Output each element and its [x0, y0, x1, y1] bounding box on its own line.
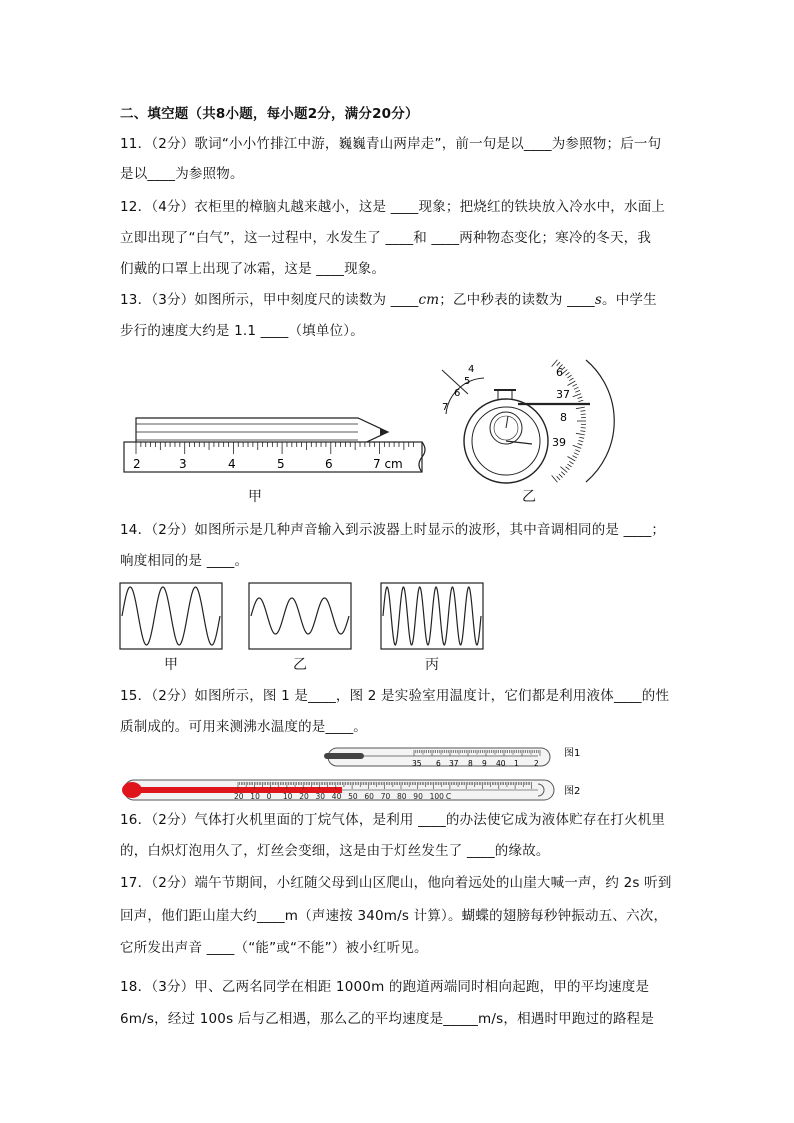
fig2-tick: 10 [282, 792, 293, 801]
q14-line1: 14．（2分）如图所示是几种声音输入到示波器上时显示的波形，其中音调相同的是 ____； [120, 522, 666, 538]
dial-tick [566, 467, 570, 470]
fig2-tick: 30 [315, 792, 326, 801]
ruler-tick-label: 6 [325, 457, 333, 471]
stopwatch-label: 4 [468, 364, 475, 375]
stopwatch-label: 5 [464, 376, 471, 387]
dial-tick [573, 394, 581, 397]
q14-line2: 响度相同的是 ____。 [120, 553, 249, 569]
dial-tick [579, 437, 584, 438]
stopwatch-label: 39 [552, 436, 566, 449]
q15-line1: 15．（2分）如图所示，图 1 是____，图 2 是实验室用温度计，它们都是利用液体____的性 [120, 688, 670, 704]
ruler-tick-label: 7 cm [373, 457, 403, 471]
q11-line1: 11．（2分）歌词“小小竹排江中游，巍巍青山两岸走”，前一句是以____为参照物；后一句 [120, 136, 662, 152]
q15-line2: 质制成的。可用来测沸水温度的是____。 [120, 719, 367, 735]
ruler-tick-label: 4 [228, 457, 236, 471]
dial-tick [567, 464, 571, 467]
dial-tick [578, 444, 583, 446]
wave-caption-jia: 甲 [164, 657, 178, 673]
stopwatch-label: 6 [556, 366, 563, 379]
fig-caption-jia: 甲 [248, 489, 262, 505]
ruler-tick-label: 5 [277, 457, 285, 471]
q17-line3: 它所发出声音 ____（“能”或“不能”）被小红听见。 [120, 940, 428, 956]
dial-tick [569, 461, 573, 464]
dial-tick [580, 411, 585, 412]
dial-tick [573, 384, 577, 386]
q16-line2: 的，白炽灯泡用久了，灯丝会变细，这是由于灯丝发生了 ____的缘故。 [120, 843, 550, 859]
fig2-tick: 40 [331, 792, 342, 801]
wave-caption-bing: 丙 [425, 657, 439, 673]
q11-line2: 是以____为参照物。 [120, 166, 244, 182]
fig2-tick: 70 [380, 792, 391, 801]
fig2-tick: 20 [234, 792, 244, 801]
stopwatch-label: 8 [560, 411, 567, 424]
dial-tick [573, 456, 577, 458]
fig2-tick: 90 [413, 792, 423, 801]
q13-line1: 13．（3分）如图所示，甲中刻度尺的读数为 ____cm；乙中秒表的读数为 ____s。中学生 [120, 292, 657, 308]
fig1-tick: 8 [468, 759, 473, 768]
fig2-tick: 0 [266, 792, 272, 801]
waveform-yi [248, 582, 354, 652]
dial-tick [567, 381, 575, 386]
dial-tick [575, 450, 580, 452]
dial-tick [569, 378, 573, 381]
q16-line1: 16．（2分）气体打火机里面的丁烷气体，是利用 ____的办法使它成为液体贮存在打火机里 [120, 812, 666, 828]
dial-tick [580, 431, 585, 432]
ruler-tick-label: 3 [179, 457, 187, 471]
section-title: 二、填空题（共8小题，每小题2分，满分20分） [120, 106, 419, 122]
dial-tick [576, 433, 585, 435]
q12-line3: 们戴的口罩上出现了冰霜，这是 ____现象。 [120, 261, 386, 277]
thermometers-figure [118, 742, 618, 808]
waveform-bing [380, 582, 486, 652]
fig1-tick: 40 [496, 759, 506, 768]
stopwatch-figure [436, 356, 616, 486]
fig1-label: 图1 [564, 748, 581, 759]
q18-line2: 6m/s，经过 100s 后与乙相遇，那么乙的平均速度是_____m/s，相遇时甲跑过的路程是 [120, 1011, 655, 1027]
dial-tick [578, 440, 583, 441]
dial-tick [574, 453, 579, 455]
stopwatch-label: 6 [454, 388, 461, 399]
stopwatch-label: 7 [442, 402, 449, 413]
dial-tick [575, 390, 580, 392]
q17-line1: 17．（2分）端午节期间，小红随父母到山区爬山，他向着远处的山崖大喊一声，约 2s 听到 [120, 875, 672, 891]
dial-tick [576, 407, 585, 409]
ruler-pencil-figure [118, 410, 430, 476]
fig1-tick: 35 [412, 759, 422, 768]
dial-tick [578, 400, 583, 401]
dial-tick [559, 474, 563, 478]
fig1-tick: 1 [514, 759, 519, 768]
fig1-tick: 9 [482, 759, 487, 768]
q17-line2: 回声，他们距山崖大约____m（声速按 340m/s 计算）。蝴蝶的翅膀每秒钟振动五、六次， [120, 908, 668, 924]
dial-tick [574, 387, 579, 389]
fig-caption-yi: 乙 [522, 489, 536, 505]
fig2-tick: 10 [250, 792, 260, 801]
fig2-tick: 20 [299, 792, 309, 801]
waveform-jia [119, 582, 225, 652]
dial-tick [573, 445, 581, 448]
ruler-tick-label: 2 [133, 457, 141, 471]
dial-tick [566, 372, 570, 375]
q12-line1: 12．（4分）衣柜里的樟脑丸越来越小，这是 ____现象；把烧红的铁块放入冷水中，水面上 [120, 199, 666, 215]
q18-line1: 18．（3分）甲、乙两名同学在相距 1000m 的跑道两端同时相向起跑，甲的平均速度是 [120, 979, 650, 995]
q12-line2: 立即出现了“白气”，这一过程中，水发生了 ____和 ____两种物态变化；寒冷的冬天，我 [120, 230, 652, 246]
q13-line2: 步行的速度大约是 1.1 ____（填单位）。 [120, 323, 364, 339]
dial-tick [557, 476, 560, 480]
fig1-tick: 2 [534, 759, 539, 768]
fig2-tick: 60 [364, 792, 374, 801]
dial-tick [578, 397, 583, 399]
fig2-tick: 50 [348, 792, 358, 801]
fig1-tick: 6 [436, 759, 441, 768]
stopwatch-label: 37 [556, 388, 570, 401]
fig2-tick: 80 [397, 792, 407, 801]
dial-tick [567, 457, 575, 462]
fig1-tick: 37 [449, 759, 459, 768]
wave-caption-yi: 乙 [293, 657, 307, 673]
fig2-tick: C [445, 792, 452, 801]
fig2-label: 图2 [564, 786, 581, 797]
fig2-tick: 100 [429, 792, 444, 801]
dial-tick [567, 375, 571, 378]
dial-tick [561, 472, 565, 475]
